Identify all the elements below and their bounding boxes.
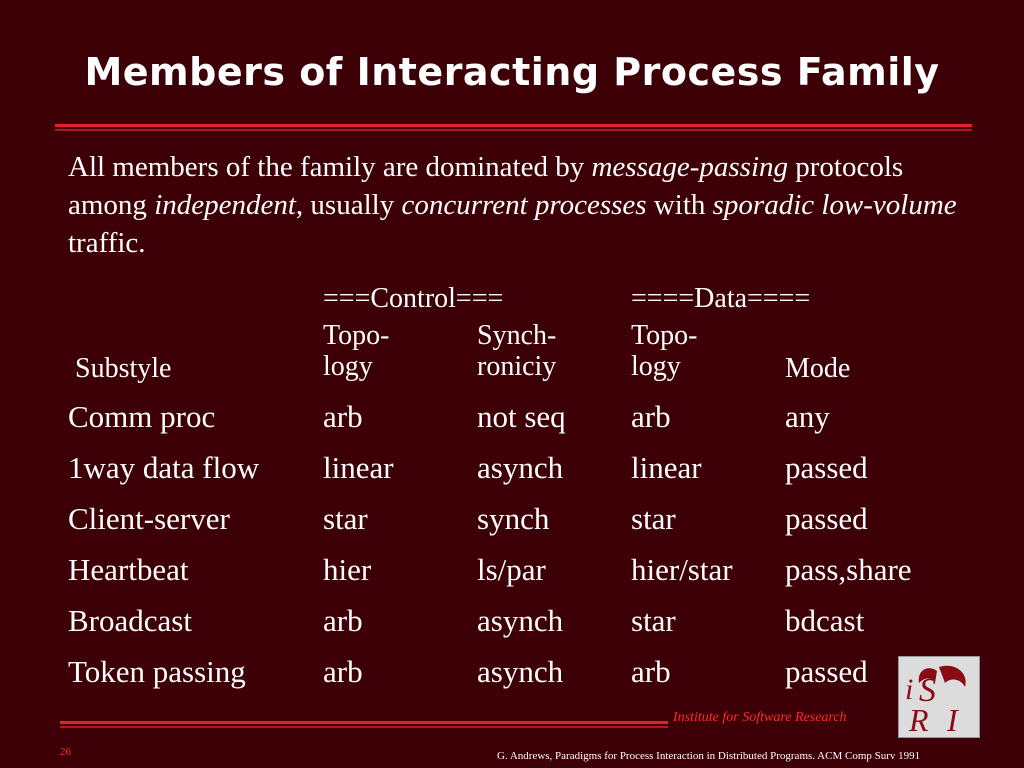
cell-substyle: Heartbeat bbox=[68, 552, 189, 587]
cell-mode: pass,share bbox=[785, 552, 912, 587]
isri-logo bbox=[898, 656, 980, 738]
cell-substyle: 1way data flow bbox=[68, 450, 260, 485]
institute-name: Institute for Software Research bbox=[673, 710, 847, 725]
cell-data-topology: star bbox=[631, 501, 676, 536]
cell-mode: passed bbox=[785, 654, 868, 689]
column-header-data-topology bbox=[631, 320, 697, 382]
footer-rule-shadow bbox=[60, 726, 668, 728]
column-header-line: Topo- bbox=[323, 320, 390, 351]
cell-synchronicity: asynch bbox=[477, 450, 564, 485]
isri-logo-graphic bbox=[899, 657, 979, 737]
column-header-line: Synch- bbox=[477, 320, 557, 351]
svg-text:I: I bbox=[947, 702, 958, 737]
footer-rule bbox=[60, 721, 668, 724]
cell-data-topology: star bbox=[631, 603, 676, 638]
intro-text: All members of the family are dominated by bbox=[68, 151, 592, 183]
intro-text: with bbox=[646, 189, 713, 221]
intro-emphasis: sporadic low-volume bbox=[712, 189, 957, 221]
cell-control-topology: arb bbox=[323, 603, 363, 638]
cell-substyle: Client-server bbox=[68, 501, 230, 536]
intro-emphasis: independent bbox=[154, 189, 296, 221]
cell-synchronicity: asynch bbox=[477, 603, 564, 638]
cell-synchronicity: ls/par bbox=[477, 552, 546, 587]
column-header-line: Topo- bbox=[631, 320, 698, 351]
svg-text:R: R bbox=[909, 702, 929, 737]
title-rule bbox=[55, 124, 972, 127]
intro-emphasis: concurrent processes bbox=[401, 189, 647, 221]
svg-text:i: i bbox=[905, 673, 914, 706]
cell-mode: bdcast bbox=[785, 603, 865, 638]
cell-substyle: Broadcast bbox=[68, 603, 192, 638]
cell-data-topology: linear bbox=[631, 450, 702, 485]
cell-control-topology: star bbox=[323, 501, 368, 536]
cell-control-topology: linear bbox=[323, 450, 394, 485]
citation-text: G. Andrews, Paradigms for Process Interaction in Distributed Programs. ACM Comp Surv 1991 bbox=[497, 750, 921, 762]
cell-substyle: Comm proc bbox=[68, 399, 216, 434]
title-rule-shadow bbox=[55, 129, 972, 131]
intro-paragraph bbox=[68, 148, 968, 262]
column-header-control-topology bbox=[323, 320, 389, 382]
cell-synchronicity: asynch bbox=[477, 654, 564, 689]
group-header-control: ===Control=== bbox=[323, 283, 504, 314]
intro-text: protocols among bbox=[68, 151, 904, 221]
cell-data-topology: hier/star bbox=[631, 552, 733, 587]
column-header-synchronicity bbox=[477, 320, 556, 382]
cell-data-topology: arb bbox=[631, 399, 671, 434]
column-header-mode: Mode bbox=[785, 353, 851, 384]
cell-synchronicity: not seq bbox=[477, 399, 566, 434]
cell-synchronicity: synch bbox=[477, 501, 550, 536]
page-number: 26 bbox=[60, 746, 71, 758]
column-header-substyle: Substyle bbox=[75, 353, 172, 384]
column-header-line: logy bbox=[323, 351, 373, 382]
slide-title: Members of Interacting Process Family bbox=[84, 50, 940, 94]
cell-data-topology: arb bbox=[631, 654, 671, 689]
intro-emphasis: message-passing bbox=[591, 151, 789, 183]
cell-control-topology: arb bbox=[323, 654, 363, 689]
column-header-line: roniciy bbox=[477, 351, 557, 382]
cell-mode: any bbox=[785, 399, 830, 434]
column-header-line: logy bbox=[631, 351, 681, 382]
intro-text: , usually bbox=[295, 189, 402, 221]
group-header-data: ====Data==== bbox=[631, 283, 811, 314]
svg-text:S: S bbox=[919, 672, 936, 709]
cell-control-topology: hier bbox=[323, 552, 372, 587]
cell-mode: passed bbox=[785, 450, 868, 485]
intro-text: traffic. bbox=[68, 227, 146, 259]
cell-substyle: Token passing bbox=[68, 654, 246, 689]
cell-control-topology: arb bbox=[323, 399, 363, 434]
cell-mode: passed bbox=[785, 501, 868, 536]
